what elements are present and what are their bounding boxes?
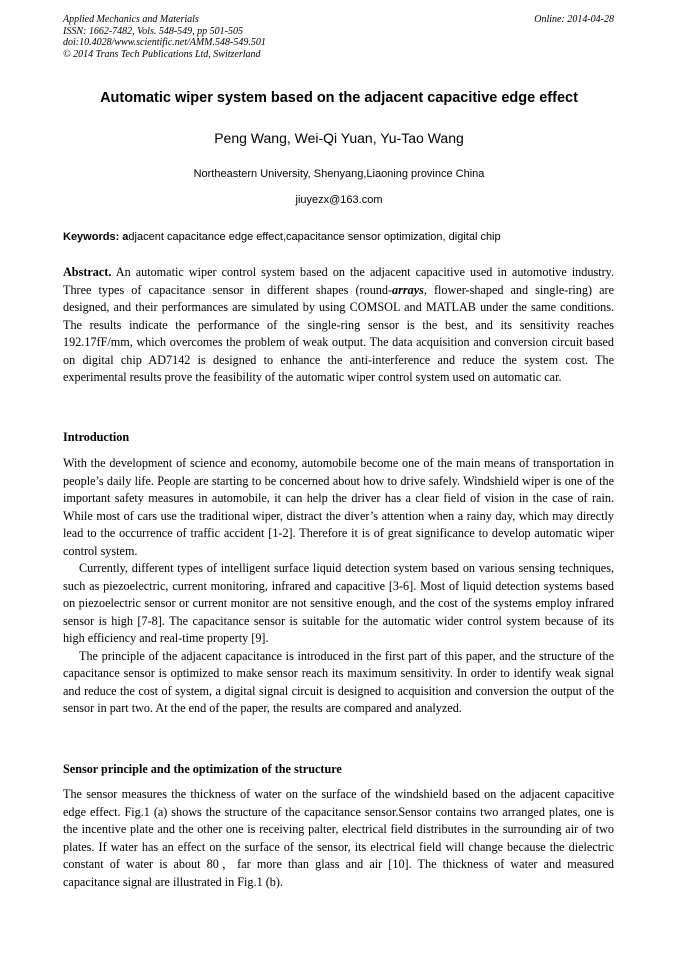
introduction-heading: Introduction bbox=[63, 430, 130, 444]
abstract-label: Abstract. bbox=[63, 265, 112, 279]
author-affiliation: Northeastern University, Shenyang,Liaoning province China bbox=[193, 168, 485, 180]
keywords-label: Keywords: a bbox=[63, 231, 129, 243]
doi-line: doi:10.4028/www.scientific.net/AMM.548-549.501 bbox=[63, 37, 266, 48]
author-email: jiuyezx@163.com bbox=[295, 194, 383, 206]
introduction-paragraph-2: Currently, different types of intelligent surface liquid detection system based on various sensing techniques, such as piezoelectric, current monitoring, infrared and capacitive [3-6]. Most of liquid detection systems based on piezoelectric sensor or current monitor are not sensitive enough, and the cost of the systems employ infrared sensor is high [7-8]. The capacitance sensor is suitable for the automatic wider control system because of its high efficiency and real-time property [9]. bbox=[63, 561, 614, 645]
journal-name: Applied Mechanics and Materials bbox=[63, 14, 199, 25]
copyright-line: © 2014 Trans Tech Publications Ltd, Switzerland bbox=[63, 48, 261, 60]
paper-authors: Peng Wang, Wei-Qi Yuan, Yu-Tao Wang bbox=[214, 130, 464, 146]
abstract-text-1: An automatic wiper control system based on the adjacent capacitive used in automotive industry. Three types of capacitance sensor in different shapes (round- bbox=[63, 265, 614, 297]
journal-header bbox=[63, 14, 266, 60]
introduction-body bbox=[63, 455, 614, 718]
abstract bbox=[63, 264, 614, 387]
abstract-text-2: , flower-shaped and single-ring) are designed, and their performances are simulated by using COMSOL and MATLAB under the same conditions. The results indicate the performance of the single-ring sensor is the best, and its sensitivity reaches 192.17fF/mm, which overcomes the problem of weak output. The data acquisition and conversion circuit based on digital chip AD7142 is designed to enhance the anti-interference and reduce the system cost. The experimental results prove the feasibility of the automatic wiper control system used on automatic car. bbox=[63, 282, 614, 384]
introduction-paragraph-3: The principle of the adjacent capacitance is introduced in the first part of this paper, and the structure of the capacitance sensor is optimized to make sensor reach its maximum sensitivity. In order to identify weak signal and reduce the cost of system, a digital signal circuit is designed to acquisition and conversion the output of the sensor in part two. At the end of the paper, the results are compared and analyzed. bbox=[63, 648, 614, 715]
sensor-section-body bbox=[63, 786, 614, 891]
keywords bbox=[63, 231, 615, 243]
issn-line: ISSN: 1662-7482, Vols. 548-549, pp 501-505 bbox=[63, 25, 243, 37]
introduction-paragraph-1: With the development of science and economy, automobile become one of the main means of transportation in people’s daily life. People are starting to be concerned about how to drive safely. Windshield wiper is one of the important safety measures in automobile, it can help the driver has a clear field of vision in the case of rain. While most of cars use the traditional wiper, distract the diver’s attention when a rainy day, which may directly lead to the occurrence of traffic accident [1-2]. Therefore it is of great significance to develop automatic wiper control system. bbox=[63, 456, 614, 558]
sensor-section-heading: Sensor principle and the optimization of the structure bbox=[63, 762, 342, 776]
abstract-emphasis: arrays bbox=[392, 282, 424, 297]
keywords-text: djacent capacitance edge effect,capacitance sensor optimization, digital chip bbox=[128, 231, 501, 243]
sensor-paragraph-1: The sensor measures the thickness of water on the surface of the windshield based on the adjacent capacitive edge effect. Fig.1 (a) shows the structure of the capacitance sensor.Sensor contains two arranged plates, one is the incentive plate and the other one is receiving palter, electrical field distributes in the surrounding air of two plates. If water has an effect on the surface of the sensor, its electrical field will change because the dielectric constant of water is about 80，far more than glass and air [10]. The thickness of water and measured capacitance signal are illustrated in Fig.1 (b). bbox=[63, 787, 614, 889]
online-date: Online: 2014-04-28 bbox=[534, 14, 614, 25]
paper-title: Automatic wiper system based on the adjacent capacitive edge effect bbox=[100, 90, 578, 106]
